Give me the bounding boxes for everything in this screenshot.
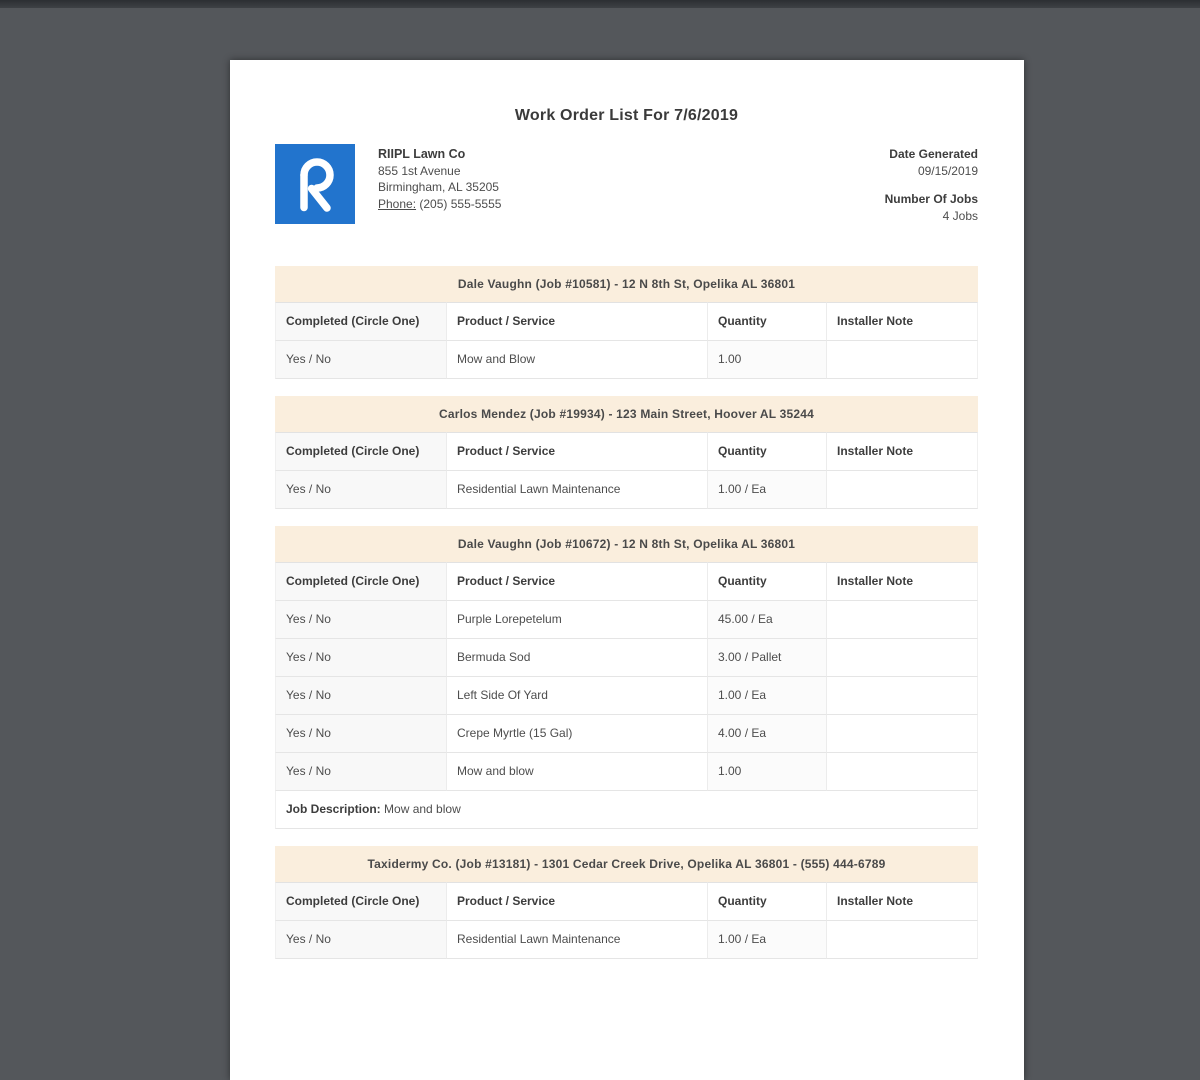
number-of-jobs-label: Number Of Jobs bbox=[884, 192, 978, 206]
installer-note-cell bbox=[826, 471, 978, 509]
phone-value: (205) 555-5555 bbox=[419, 196, 502, 211]
product-cell: Left Side Of Yard bbox=[446, 677, 707, 715]
completed-cell: Yes / No bbox=[275, 753, 446, 791]
product-cell: Residential Lawn Maintenance bbox=[446, 471, 707, 509]
completed-cell: Yes / No bbox=[275, 921, 446, 959]
product-cell: Mow and blow bbox=[446, 753, 707, 791]
job-table-3 bbox=[275, 526, 978, 829]
viewer-top-edge bbox=[0, 0, 1200, 8]
completed-cell: Yes / No bbox=[275, 601, 446, 639]
quantity-cell: 1.00 / Ea bbox=[707, 471, 826, 509]
column-header-product: Product / Service bbox=[446, 882, 707, 921]
product-cell: Residential Lawn Maintenance bbox=[446, 921, 707, 959]
quantity-cell: 3.00 / Pallet bbox=[707, 639, 826, 677]
product-cell: Crepe Myrtle (15 Gal) bbox=[446, 715, 707, 753]
installer-note-cell bbox=[826, 639, 978, 677]
column-header-product: Product / Service bbox=[446, 562, 707, 601]
quantity-cell: 1.00 bbox=[707, 341, 826, 379]
column-header-quantity: Quantity bbox=[707, 302, 826, 341]
installer-note-cell bbox=[826, 341, 978, 379]
document-meta-block bbox=[885, 144, 978, 224]
column-header-completed: Completed (Circle One) bbox=[275, 882, 446, 921]
quantity-cell: 1.00 / Ea bbox=[707, 677, 826, 715]
installer-note-cell bbox=[826, 677, 978, 715]
phone-label: Phone: bbox=[378, 196, 417, 211]
product-cell: Purple Lorepetelum bbox=[446, 601, 707, 639]
completed-cell: Yes / No bbox=[275, 715, 446, 753]
quantity-cell: 45.00 / Ea bbox=[707, 601, 826, 639]
job-table-1 bbox=[275, 266, 978, 379]
number-of-jobs-value: 4 Jobs bbox=[942, 208, 978, 223]
column-header-quantity: Quantity bbox=[707, 882, 826, 921]
job-tables bbox=[275, 266, 978, 959]
product-cell: Bermuda Sod bbox=[446, 639, 707, 677]
company-address-line2: Birmingham, AL 35205 bbox=[378, 180, 499, 194]
installer-note-cell bbox=[826, 921, 978, 959]
riipl-r-logo-icon bbox=[275, 144, 355, 224]
meta-spacer bbox=[885, 179, 978, 191]
product-cell: Mow and Blow bbox=[446, 341, 707, 379]
company-address-line1: 855 1st Avenue bbox=[378, 163, 461, 178]
column-header-completed: Completed (Circle One) bbox=[275, 562, 446, 601]
company-phone-line bbox=[378, 196, 501, 213]
job-header-band: Carlos Mendez (Job #19934) - 123 Main Street, Hoover AL 35244 bbox=[275, 396, 978, 432]
company-info-block bbox=[378, 144, 501, 224]
job-header-band: Taxidermy Co. (Job #13181) - 1301 Cedar Creek Drive, Opelika AL 36801 - (555) 444-6789 bbox=[275, 846, 978, 882]
installer-note-cell bbox=[826, 601, 978, 639]
completed-cell: Yes / No bbox=[275, 677, 446, 715]
job-table-2 bbox=[275, 396, 978, 509]
date-generated-label: Date Generated bbox=[889, 147, 978, 161]
column-header-installer-note: Installer Note bbox=[826, 562, 978, 601]
job-table-4 bbox=[275, 846, 978, 959]
company-name: RIIPL Lawn Co bbox=[378, 147, 466, 161]
job-description-row bbox=[275, 791, 978, 829]
column-header-completed: Completed (Circle One) bbox=[275, 432, 446, 471]
completed-cell: Yes / No bbox=[275, 341, 446, 379]
quantity-cell: 1.00 bbox=[707, 753, 826, 791]
document-page bbox=[230, 60, 1024, 1080]
column-header-quantity: Quantity bbox=[707, 432, 826, 471]
completed-cell: Yes / No bbox=[275, 639, 446, 677]
column-header-product: Product / Service bbox=[446, 432, 707, 471]
job-description-label: Job Description: bbox=[286, 802, 381, 816]
column-header-installer-note: Installer Note bbox=[826, 302, 978, 341]
column-header-quantity: Quantity bbox=[707, 562, 826, 601]
column-header-completed: Completed (Circle One) bbox=[275, 302, 446, 341]
document-header bbox=[275, 144, 978, 224]
quantity-cell: 1.00 / Ea bbox=[707, 921, 826, 959]
date-generated-value: 09/15/2019 bbox=[917, 163, 978, 178]
column-header-installer-note: Installer Note bbox=[826, 432, 978, 471]
job-description-value: Mow and blow bbox=[384, 802, 461, 816]
column-header-product: Product / Service bbox=[446, 302, 707, 341]
column-header-installer-note: Installer Note bbox=[826, 882, 978, 921]
installer-note-cell bbox=[826, 753, 978, 791]
installer-note-cell bbox=[826, 715, 978, 753]
quantity-cell: 4.00 / Ea bbox=[707, 715, 826, 753]
completed-cell: Yes / No bbox=[275, 471, 446, 509]
job-header-band: Dale Vaughn (Job #10581) - 12 N 8th St, Opelika AL 36801 bbox=[275, 266, 978, 302]
job-header-band: Dale Vaughn (Job #10672) - 12 N 8th St, Opelika AL 36801 bbox=[275, 526, 978, 562]
document-title: Work Order List For 7/6/2019 bbox=[514, 107, 739, 124]
